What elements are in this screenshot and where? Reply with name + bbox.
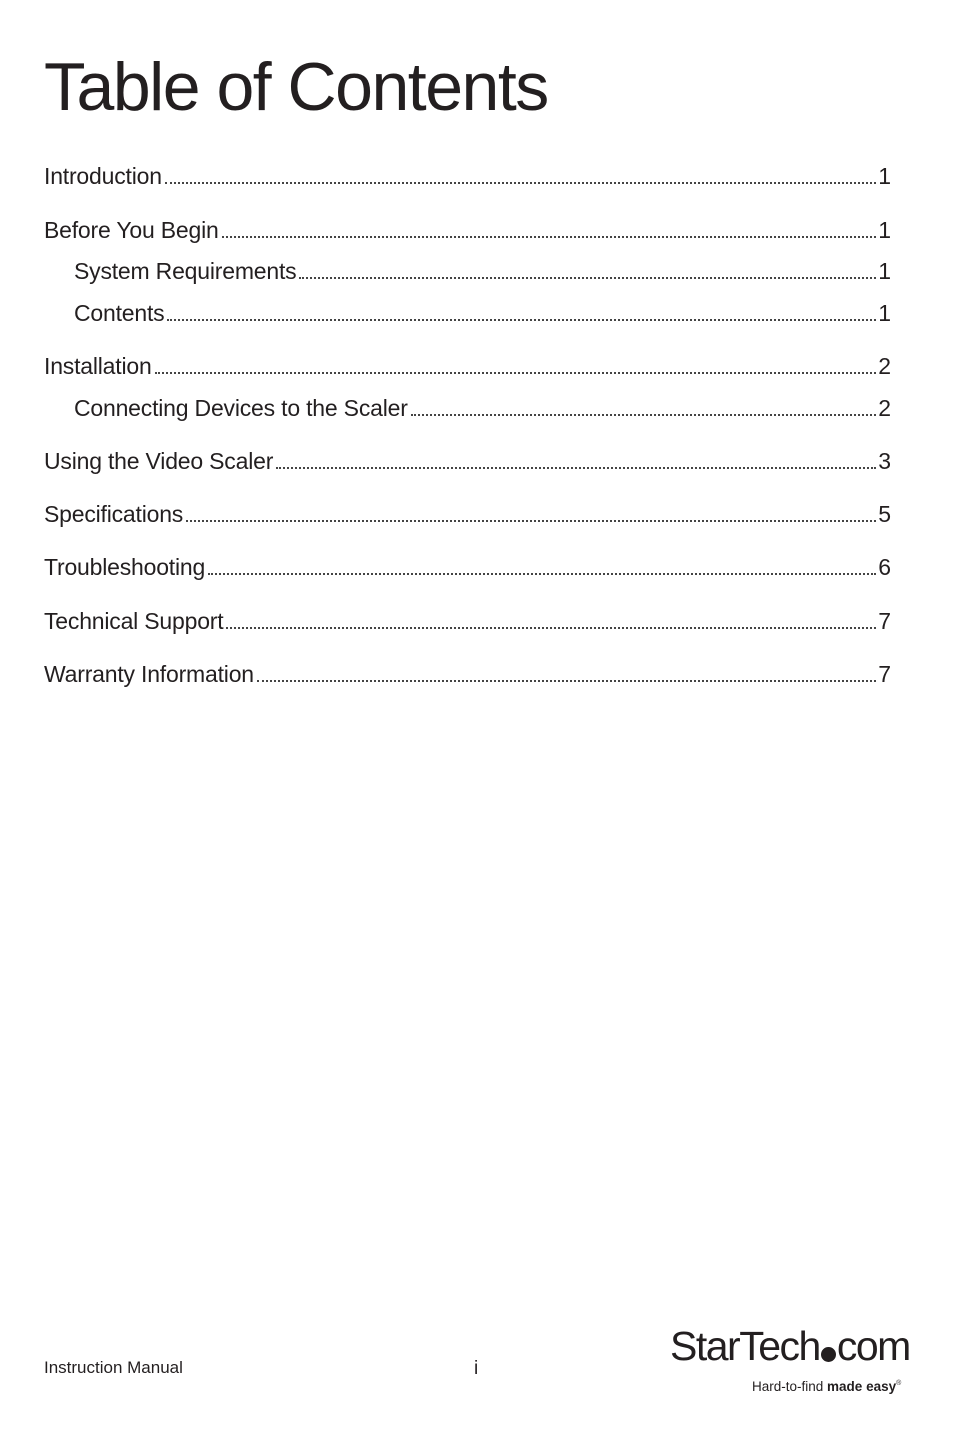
toc-entry-page: 7 (878, 661, 891, 687)
toc-entry-troubleshooting[interactable] (44, 554, 891, 581)
toc-entry-label: Introduction (44, 163, 162, 189)
toc-entry-label: Technical Support (44, 608, 224, 634)
registered-mark: ® (896, 1380, 902, 1387)
toc-entry-technical-support[interactable] (44, 608, 891, 635)
toc-entry-label: Using the Video Scaler (44, 448, 274, 474)
logo-dot-icon (821, 1347, 836, 1362)
toc-entry-label: Contents (74, 300, 165, 326)
logo-brand: StarTech (670, 1323, 820, 1369)
toc-entry-introduction[interactable] (44, 163, 891, 190)
toc-entry-label: Installation (44, 353, 152, 379)
toc-entry-page: 7 (878, 608, 891, 634)
footer-page-number: i (474, 1358, 479, 1379)
toc-entry-page: 2 (878, 353, 891, 379)
page-title: Table of Contents (44, 49, 548, 125)
toc-leader-dots (411, 414, 877, 416)
toc-entry-label: Warranty Information (44, 661, 254, 687)
toc-leader-dots (165, 182, 876, 184)
toc-entry-before-you-begin[interactable] (44, 217, 891, 244)
startech-logo (670, 1323, 918, 1400)
toc-entry-installation[interactable] (44, 353, 891, 380)
logo-tagline-light: Hard-to-find (752, 1379, 824, 1394)
logo-tagline-bold: made easy (827, 1379, 897, 1394)
toc-leader-dots (208, 573, 876, 575)
logo-tagline (752, 1379, 901, 1394)
toc-entry-page: 2 (878, 395, 891, 421)
toc-leader-dots (222, 236, 877, 238)
footer-document-title: Instruction Manual (44, 1358, 183, 1377)
toc-leader-dots (257, 680, 876, 682)
toc-leader-dots (226, 627, 876, 629)
logo-wordmark (670, 1323, 910, 1369)
toc-entry-page: 6 (878, 554, 891, 580)
logo-domain: com (836, 1323, 910, 1369)
toc-entry-system-requirements[interactable] (74, 258, 891, 285)
toc-leader-dots (299, 277, 876, 279)
toc-entry-using-the-video-scaler[interactable] (44, 448, 891, 475)
toc-entry-warranty-information[interactable] (44, 661, 891, 688)
toc-entry-label: Before You Begin (44, 217, 219, 243)
toc-leader-dots (167, 319, 876, 321)
toc-entry-label: Specifications (44, 501, 184, 527)
toc-entry-page: 1 (878, 217, 891, 243)
toc-entry-page: 1 (878, 300, 891, 326)
toc-entry-page: 5 (878, 501, 891, 527)
toc-entry-page: 1 (878, 163, 891, 189)
toc-leader-dots (186, 520, 876, 522)
toc-leader-dots (155, 372, 877, 374)
toc-entry-label: System Requirements (74, 258, 297, 284)
toc-entry-specifications[interactable] (44, 501, 891, 528)
toc-entry-page: 1 (878, 258, 891, 284)
toc-entry-label: Connecting Devices to the Scaler (74, 395, 408, 421)
toc-entry-contents[interactable] (74, 300, 891, 327)
toc-leader-dots (276, 467, 876, 469)
toc-entry-connecting-devices[interactable] (74, 395, 891, 422)
toc-entry-page: 3 (878, 448, 891, 474)
toc-entry-label: Troubleshooting (44, 554, 206, 580)
